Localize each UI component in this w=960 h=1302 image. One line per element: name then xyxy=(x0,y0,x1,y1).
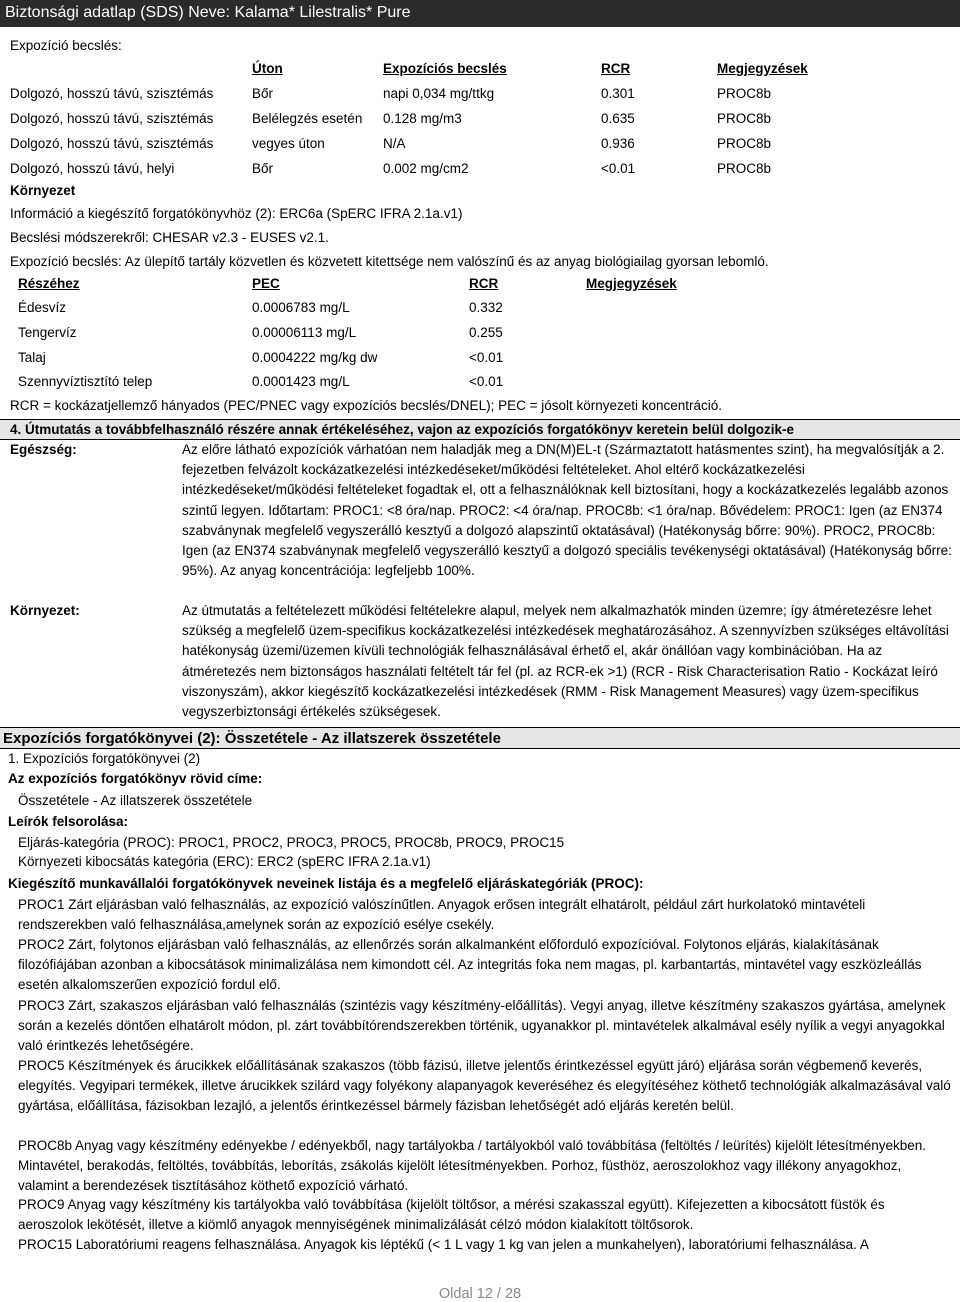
short-title-label: Az expozíciós forgatókönyv rövid címe: xyxy=(8,771,263,786)
row-estimate: napi 0,034 mg/ttkg xyxy=(383,86,495,101)
short-title: Összetétele - Az illatszerek összetétele xyxy=(18,793,253,808)
health-text: Az előre látható expozíciók várhatóan nem haladják meg a DN(M)EL-t (Származtatott hatásmentes szint), ha megvalósítják a 2. fejezetben felvázolt kockázatkezelési intézkedéseket/működési feltételeket. Ahol eltérő kockázatkezelési intézkedéseket/működési feltételeket fogadtak el, ott a felhasználóknak kell biztosítani, hogy a kockázatkezelés legalább azonos szintű legyen. Időtartam: PROC1: <8 óra/nap. PROC2: <4 óra/nap. PROC8b: <1 óra/nap. Bővédelem: PROC1: Igen (az EN374 szabványnak megfelelő vegyszerálló kesztyű a dolgozó alapszintű oktatásával) (Hatékonyság bőrre: 90%). PROC2, PROC8b: Igen (az EN374 szabványnak megfelelő vegyszerálló kesztyű a dolgozó speciális tevékenységi oktatásával) (Hatékonyság bőrre: 95%). Az anyag koncentrációja: legfeljebb 100%. xyxy=(182,442,952,579)
environment-heading: Környezet xyxy=(10,183,76,198)
row-who: Dolgozó, hosszú távú, szisztémás xyxy=(10,136,214,151)
row-rcr: 0.255 xyxy=(469,325,503,340)
row-rcr: <0.01 xyxy=(469,350,504,365)
descriptors-label: Leírók felsorolása: xyxy=(8,814,129,829)
col-estimate: Expozíciós becslés xyxy=(383,61,507,76)
page-number: Oldal 12 / 28 xyxy=(438,1286,522,1302)
col-env-notes: Megjegyzések xyxy=(586,276,677,291)
list-item: PROC2 Zárt, folytonos eljárásban való felhasználás, az ellenőrzés során alkalmanként előforduló expozícióval. Folytonos eljárás, kialakításának filozófiájában azonban a kibocsátások minimalizálása nem kimondott cél. Az integritás foka nem magas, pl. karbantartás, mintavétel vagy eszközleállás esetén alkalomszerűen expozíció fordul elő. xyxy=(18,937,922,993)
environment-label: Környezet: xyxy=(10,603,80,618)
row-route: vegyes úton xyxy=(252,136,325,151)
col-env-rcr: RCR xyxy=(469,276,499,291)
col-route: Úton xyxy=(252,61,283,76)
exposure-label: Expozíció becslés: xyxy=(10,38,122,53)
row-note: PROC8b xyxy=(717,136,772,151)
row-estimate: 0.002 mg/cm2 xyxy=(383,161,469,176)
environment-text: Az útmutatás a feltételezett működési feltételekre alapul, melyek nem alkalmazhatók minden üzemre; így átméretezésre lehet szükség a megfelelő üzem-specifikus kockázatkezelési intézkedések meghatározásához. A szennyvízben szükséges eltávolítási hatékonyság üzemi/üzemen kívüli technológiák felhasználásával érhető el, akár önállóan vagy kombinációban. Ha az átméretezés nem biztonságos használati feltételt tár fel (pl. az RCR-ek >1) (RCR - Risk Characterisation Ratio - Kockázat leíró viszonyszám), akkor kiegészítő kockázatkezelési intézkedések (RMM - Risk Management Measures) vagy üzem-specifikus vegyszerbiztonsági értékelés szükségesek. xyxy=(182,603,949,720)
row-part: Talaj xyxy=(18,350,46,365)
row-pec: 0.0004222 mg/kg dw xyxy=(252,350,378,365)
row-who: Dolgozó, hosszú távú, szisztémás xyxy=(10,111,214,126)
list-item: PROC5 Készítmények és árucikkek előállításának szakaszos (több fázisú, illetve jelentős érintkezéssel együtt járó) eljárása során végbemenő keverés, elegyítés. Vegyipari termékek, illetve árucikkek szilárd vagy folyékony alapanyagok keveréséhez és elegyítéséhez köthető technológiák alkalmazásával való gyártása, előállítása, fázisokban lezajló, a jelentős érintkezéssel bármely fázisban lehetőségét adó eljárás keretén belül. xyxy=(18,1058,951,1114)
col-part: Részéhez xyxy=(18,276,80,291)
row-part: Édesvíz xyxy=(18,300,67,315)
list-item: PROC8b Anyag vagy készítmény edényekbe / edényekből, nagy tartályokba / tartályokból való továbbítása (feltöltés / leürítés) kijelölt létesítményekben. Mintavétel, berakodás, feltöltés, továbbítás, leborítás, zsákolás kijelölt létesítményekben. Porhoz, füsthöz, aeroszolokhoz vagy illékony anyagokhoz, valamint a berendezések tisztításához köthető expozíció várható. xyxy=(18,1138,926,1194)
list-item: PROC15 Laboratóriumi reagens felhasználása. Anyagok kis léptékű (< 1 L vagy 1 kg van jelen a munkahelyen), laboratóriumi felhasználása. A xyxy=(18,1237,869,1252)
row-who: Dolgozó, hosszú távú, szisztémás xyxy=(10,86,214,101)
environment-info-3: Expozíció becslés: Az ülepítő tartály közvetlen és közvetett kitettsége nem valószínű és az anyag biológiailag gyorsan lebomló. xyxy=(10,254,769,269)
col-pec: PEC xyxy=(252,276,280,291)
row-rcr: <0.01 xyxy=(469,374,504,389)
row-who: Dolgozó, hosszú távú, helyi xyxy=(10,161,175,176)
list-item: PROC3 Zárt, szakaszos eljárásban való felhasználás (szintézis vagy készítmény-előállítás). Vegyi anyag, illetve készítmény szakaszos gyártása, amelynek során a kezelés döntően elhatárolt módon, pl. zárt továbbítórendszerekben történik, ugyanakkor pl. mintavételek alkalmával esély nyílik a vegyi anyagokkal való érintkezés lehetőségére. xyxy=(18,998,946,1054)
col-rcr: RCR xyxy=(601,61,631,76)
environment-info-1: Információ a kiegészítő forgatókönyvhöz (2): ERC6a (SpERC IFRA 2.1a.v1) xyxy=(10,206,463,221)
row-note: PROC8b xyxy=(717,111,772,126)
row-rcr: 0.332 xyxy=(469,300,503,315)
row-pec: 0.0006783 mg/L xyxy=(252,300,350,315)
document-title: Biztonsági adatlap (SDS) Neve: Kalama* Lilestralis* Pure xyxy=(5,4,411,21)
environment-info-2: Becslési módszerekről: CHESAR v2.3 - EUSES v2.1. xyxy=(10,230,329,245)
row-rcr: 0.301 xyxy=(601,86,635,101)
row-route: Belélegzés esetén xyxy=(252,111,363,126)
section4-heading-text: 4. Útmutatás a továbbfelhasználó részére annak értékeléséhez, vajon az expozíciós forgatókönyv keretein belül dolgozik-e xyxy=(10,422,795,437)
document-title-bar xyxy=(0,0,960,27)
list-item: PROC1 Zárt eljárásban való felhasználás, az expozíció valószínűtlen. Anyagok erősen integrált elhatárolt, például zárt hurkolatokó mintavételi rendszerekben való felhasználása,amelynek során az expozíció esélye csekély. xyxy=(18,897,866,933)
proc-line: Eljárás-kategória (PROC): PROC1, PROC2, PROC3, PROC5, PROC8b, PROC9, PROC15 xyxy=(18,835,565,850)
row-part: Szennyvíztisztító telep xyxy=(18,374,153,389)
row-estimate: 0.128 mg/m3 xyxy=(383,111,462,126)
scenario-title-bar xyxy=(0,727,960,749)
row-part: Tengervíz xyxy=(18,325,77,340)
row-note: PROC8b xyxy=(717,161,772,176)
row-route: Bőr xyxy=(252,161,274,176)
rcr-note: RCR = kockázatjellemző hányados (PEC/PNEC vagy expozíciós becslés/DNEL); PEC = jósolt környezeti koncentráció. xyxy=(10,398,723,413)
erc-line: Környezeti kibocsátás kategória (ERC): ERC2 (spERC IFRA 2.1a.v1) xyxy=(18,854,431,869)
scenario-number: 1. Expozíciós forgatókönyvei (2) xyxy=(8,751,201,766)
row-rcr: <0.01 xyxy=(601,161,636,176)
proc-list-heading: Kiegészítő munkavállalói forgatókönyvek neveinek listája és a megfelelő eljáráskategóriák (PROC): xyxy=(8,876,644,891)
list-item: PROC9 Anyag vagy készítmény kis tartályokba való továbbítása (kijelölt töltősor, a mérési szakasszal együtt). Kifejezetten a kibocsátott füstök és aeroszolok lekötését, illetve a kiömlő anyagok mennyiségének minimalizálását célzó módon kialakított töltősorok. xyxy=(18,1197,885,1233)
row-route: Bőr xyxy=(252,86,274,101)
section4-heading xyxy=(0,419,960,440)
row-pec: 0.00006113 mg/L xyxy=(252,325,357,340)
row-pec: 0.0001423 mg/L xyxy=(252,374,350,389)
scenario-title: Expozíciós forgatókönyvei (2): Összetétele - Az illatszerek összetétele xyxy=(3,730,501,747)
row-rcr: 0.635 xyxy=(601,111,635,126)
col-notes: Megjegyzések xyxy=(717,61,808,76)
row-rcr: 0.936 xyxy=(601,136,635,151)
row-note: PROC8b xyxy=(717,86,772,101)
row-estimate: N/A xyxy=(383,136,406,151)
health-label: Egészség: xyxy=(10,442,77,457)
